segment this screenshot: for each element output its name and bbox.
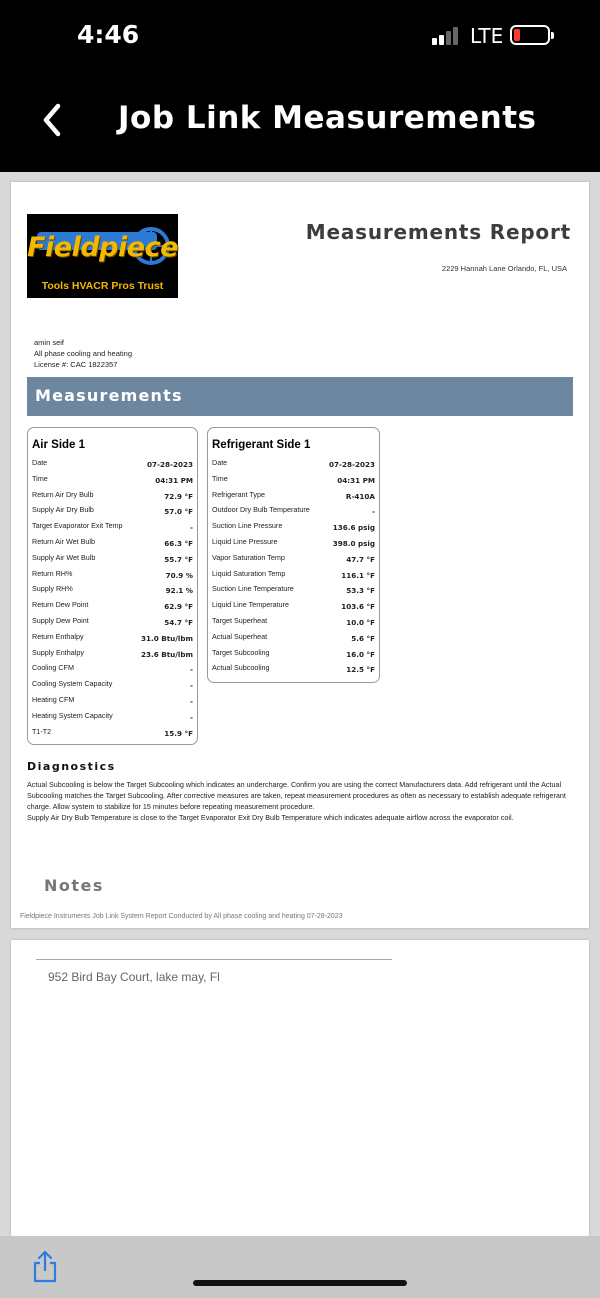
measurement-label: Time bbox=[32, 473, 48, 483]
measurement-row bbox=[32, 488, 193, 504]
measurement-value: 57.0 °F bbox=[164, 507, 193, 517]
measurement-row bbox=[32, 709, 193, 725]
measurement-label: Return Air Dry Bulb bbox=[32, 489, 94, 499]
measurement-label: Liquid Saturation Temp bbox=[212, 568, 286, 578]
measurement-value: 70.9 % bbox=[165, 570, 193, 580]
diagnostics-line: Actual Subcooling is below the Target Subcooling which indicates an undercharge. Confirm you are using the correct Manufacturers data. Add refrigerant until the Actual Subcooling matches the Target Subcooling. After corrective measures are taken, repeat measurement procedures as often as necessary to establish adequate refrigerant charge. Allow system to stabilize for 15 minutes before repeating measurement procedure. bbox=[27, 780, 566, 811]
measurement-value: 15.9 °F bbox=[164, 728, 193, 738]
measurement-value: 07-28-2023 bbox=[329, 460, 375, 469]
measurement-value: 23.6 Btu/lbm bbox=[141, 649, 193, 659]
status-time: 4:46 bbox=[77, 20, 140, 49]
measurement-label: Suction Line Temperature bbox=[212, 584, 294, 594]
measurement-row bbox=[32, 661, 193, 677]
measurement-row bbox=[212, 551, 375, 567]
measurement-label: Return Dew Point bbox=[32, 600, 89, 610]
measurement-label: Cooling CFM bbox=[32, 663, 74, 673]
chevron-left-icon bbox=[38, 100, 68, 140]
measurement-value: 92.1 % bbox=[165, 586, 193, 596]
measurement-label: Supply Enthalpy bbox=[32, 647, 84, 657]
measurement-label: Actual Superheat bbox=[212, 631, 268, 641]
report-page[interactable] bbox=[11, 182, 589, 928]
measurements-title: Measurements bbox=[35, 386, 183, 405]
measurement-row bbox=[32, 567, 193, 583]
measurement-label: Vapor Saturation Temp bbox=[212, 552, 285, 562]
measurement-row bbox=[212, 503, 375, 519]
back-button[interactable] bbox=[38, 100, 68, 140]
measurement-row bbox=[32, 693, 193, 709]
home-indicator bbox=[193, 1280, 407, 1286]
measurement-label: Outdoor Dry Bulb Temperature bbox=[212, 505, 310, 515]
report-footer: Fieldpiece Instruments Job Link System Report Conducted by All phase cooling and heating 07-28-2023 bbox=[20, 913, 343, 920]
measurement-row bbox=[32, 535, 193, 551]
measurement-label: Target Superheat bbox=[212, 615, 268, 625]
report-title: Measurements Report bbox=[305, 220, 571, 244]
measurement-label: Return Air Wet Bulb bbox=[32, 536, 95, 546]
diagnostics-line: Supply Air Dry Bulb Temperature is close to the Target Evaporator Exit Dry Bulb Temperature which indicates adequate airflow across the evaporator coil. bbox=[27, 813, 514, 822]
report-page-2[interactable] bbox=[11, 940, 589, 1240]
measurement-value: 47.7 °F bbox=[346, 554, 375, 564]
logo-tagline: Tools HVACR Pros Trust bbox=[41, 280, 164, 292]
measurement-row bbox=[32, 519, 193, 535]
measurement-row bbox=[32, 598, 193, 614]
measurement-label: Return Enthalpy bbox=[32, 631, 84, 641]
contact-name: amin seif bbox=[34, 338, 65, 347]
measurement-label: Time bbox=[212, 473, 228, 483]
measurement-row bbox=[212, 456, 375, 472]
navigation-bar bbox=[0, 72, 600, 172]
measurement-label: Supply Air Dry Bulb bbox=[32, 505, 94, 515]
measurement-label: Target Evaporator Exit Temp bbox=[32, 521, 123, 531]
measurement-row bbox=[32, 677, 193, 693]
measurement-row bbox=[212, 567, 375, 583]
measurement-row bbox=[212, 519, 375, 535]
measurement-row bbox=[32, 725, 193, 741]
measurement-value: 5.6 °F bbox=[351, 633, 375, 643]
measurement-value: 16.0 °F bbox=[346, 649, 375, 659]
measurement-value: - bbox=[190, 665, 193, 675]
measurements-header bbox=[27, 377, 573, 416]
diagnostics-text bbox=[27, 779, 577, 823]
measurement-value: 398.0 psig bbox=[332, 538, 375, 548]
measurement-value: - bbox=[190, 712, 193, 722]
measurement-value: - bbox=[190, 523, 193, 533]
measurement-label: Heating System Capacity bbox=[32, 710, 113, 720]
measurement-row bbox=[32, 630, 193, 646]
measurement-label: Target Subcooling bbox=[212, 647, 270, 657]
measurement-value: - bbox=[372, 507, 375, 517]
measurement-row bbox=[32, 551, 193, 567]
share-icon bbox=[30, 1248, 60, 1284]
measurement-value: R-410A bbox=[345, 491, 375, 501]
measurement-value: 62.9 °F bbox=[164, 602, 193, 612]
measurement-label: Refrigerant Type bbox=[212, 489, 266, 499]
job-address: 952 Bird Bay Court, lake may, Fl bbox=[48, 970, 220, 984]
measurement-label: Heating CFM bbox=[32, 694, 75, 704]
measurement-row bbox=[32, 614, 193, 630]
measurement-value: 116.1 °F bbox=[341, 570, 375, 580]
measurement-value: - bbox=[190, 696, 193, 706]
bottom-toolbar bbox=[0, 1236, 600, 1298]
measurement-row bbox=[212, 630, 375, 646]
fieldpiece-logo bbox=[27, 214, 178, 298]
measurement-row bbox=[32, 646, 193, 662]
measurement-label: Return RH% bbox=[32, 568, 73, 578]
logo-wordmark: Fieldpiece bbox=[27, 232, 178, 263]
measurement-value: - bbox=[190, 681, 193, 691]
measurement-label: Date bbox=[212, 458, 228, 467]
measurement-value: 66.3 °F bbox=[164, 538, 193, 548]
company-name: All phase cooling and heating bbox=[34, 349, 132, 358]
measurement-value: 12.5 °F bbox=[346, 665, 375, 675]
measurement-value: 10.0 °F bbox=[346, 617, 375, 627]
measurement-label: T1-T2 bbox=[32, 726, 52, 736]
measurement-row bbox=[212, 598, 375, 614]
measurement-row bbox=[32, 456, 193, 472]
measurement-value: 04:31 PM bbox=[337, 475, 375, 485]
refrigerant-side-title: Refrigerant Side 1 bbox=[212, 439, 311, 451]
measurement-value: 103.6 °F bbox=[341, 602, 375, 612]
measurement-label: Supply Air Wet Bulb bbox=[32, 552, 96, 562]
measurement-row bbox=[212, 535, 375, 551]
measurement-row bbox=[32, 472, 193, 488]
measurement-row bbox=[32, 503, 193, 519]
measurement-row bbox=[212, 646, 375, 662]
measurement-label: Actual Subcooling bbox=[212, 663, 270, 673]
measurement-value: 31.0 Btu/lbm bbox=[141, 633, 193, 643]
measurement-label: Liquid Line Pressure bbox=[212, 536, 278, 546]
measurement-value: 54.7 °F bbox=[164, 617, 193, 627]
refrigerant-side-card bbox=[207, 427, 380, 683]
measurement-value: 53.3 °F bbox=[346, 586, 375, 596]
measurement-label: Cooling System Capacity bbox=[32, 679, 113, 689]
measurement-row bbox=[32, 582, 193, 598]
measurement-label: Supply RH% bbox=[32, 584, 73, 594]
measurement-row bbox=[212, 488, 375, 504]
measurement-label: Supply Dew Point bbox=[32, 615, 89, 625]
signal-icon bbox=[432, 26, 462, 45]
measurement-row bbox=[212, 582, 375, 598]
diagnostics-title: Diagnostics bbox=[27, 760, 116, 773]
share-button[interactable] bbox=[30, 1248, 60, 1284]
measurement-value: 04:31 PM bbox=[155, 475, 193, 485]
measurement-value: 07-28-2023 bbox=[147, 460, 193, 469]
measurement-value: 55.7 °F bbox=[164, 554, 193, 564]
page-title: Job Link Measurements bbox=[118, 100, 537, 136]
measurement-row bbox=[212, 614, 375, 630]
report-address: 2229 Hannah Lane Orlando, FL, USA bbox=[441, 264, 567, 273]
notes-title: Notes bbox=[44, 876, 104, 895]
license-number: License #: CAC 1822357 bbox=[34, 360, 118, 369]
battery-icon bbox=[510, 25, 550, 45]
air-side-title: Air Side 1 bbox=[32, 439, 86, 451]
divider bbox=[36, 959, 392, 960]
network-type: LTE bbox=[470, 24, 504, 48]
measurement-value: 136.6 psig bbox=[332, 523, 375, 533]
contact-block bbox=[34, 337, 132, 370]
measurement-row bbox=[212, 661, 375, 677]
measurement-row bbox=[212, 472, 375, 488]
measurement-label: Suction Line Pressure bbox=[212, 521, 283, 531]
measurement-label: Liquid Line Temperature bbox=[212, 600, 289, 610]
air-side-card bbox=[27, 427, 198, 745]
status-bar bbox=[0, 0, 600, 72]
measurement-label: Date bbox=[32, 458, 48, 467]
measurement-value: 72.9 °F bbox=[164, 491, 193, 501]
